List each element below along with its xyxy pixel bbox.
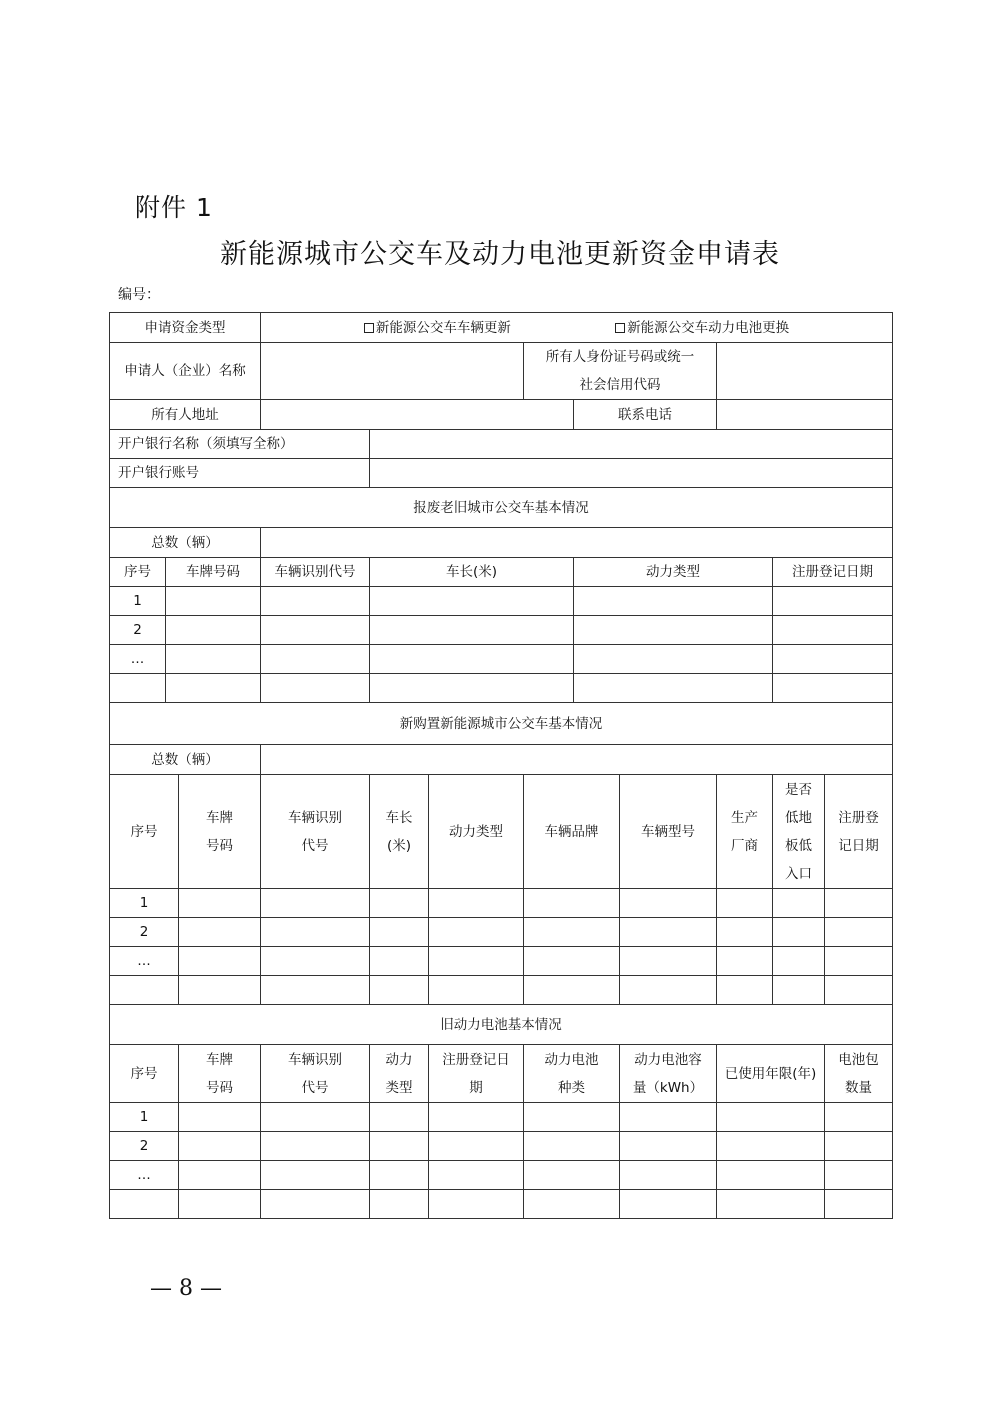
bank-account-label: 开户银行账号 — [110, 459, 370, 488]
table-cell[interactable] — [261, 1132, 370, 1161]
col-header: 注册登记日 期 — [429, 1045, 524, 1103]
table-cell[interactable] — [524, 1161, 620, 1190]
bank-account-row — [110, 459, 893, 488]
table-cell[interactable] — [620, 1190, 717, 1219]
option-vehicle-update[interactable] — [364, 314, 511, 342]
id-code-label: 所有人身份证号码或统一 社会信用代码 — [524, 343, 717, 400]
address-field[interactable] — [261, 400, 574, 430]
table-cell[interactable] — [179, 1190, 261, 1219]
table-cell[interactable] — [524, 1190, 620, 1219]
table-cell[interactable] — [825, 889, 893, 918]
table-cell[interactable] — [261, 889, 370, 918]
table-cell[interactable] — [717, 1190, 825, 1219]
col-header: 序号 — [110, 558, 166, 587]
table-cell[interactable] — [620, 976, 717, 1005]
table-cell[interactable] — [370, 947, 429, 976]
table-cell[interactable] — [825, 1161, 893, 1190]
table-cell[interactable] — [524, 976, 620, 1005]
scrapped-total-label: 总数（辆） — [110, 528, 261, 558]
table-cell[interactable] — [261, 1161, 370, 1190]
table-cell[interactable] — [620, 889, 717, 918]
col-header: 动力 类型 — [370, 1045, 429, 1103]
table-cell[interactable] — [773, 976, 825, 1005]
table-row — [110, 1161, 893, 1190]
table-cell[interactable] — [825, 1190, 893, 1219]
bank-name-row — [110, 430, 893, 459]
bank-account-field[interactable] — [370, 459, 893, 488]
table-cell[interactable] — [825, 1103, 893, 1132]
col-header: 是否 低地 板低 入口 — [773, 775, 825, 889]
col-header: 动力类型 — [429, 775, 524, 889]
serial-number-label: 编号： — [118, 287, 160, 303]
col-header: 注册登记日期 — [773, 558, 893, 587]
table-cell[interactable] — [717, 1161, 825, 1190]
table-row — [110, 1103, 893, 1132]
table-cell[interactable] — [773, 918, 825, 947]
col-header: 车牌 号码 — [179, 775, 261, 889]
new-bus-total-label: 总数（辆） — [110, 745, 261, 775]
table-cell[interactable] — [429, 1132, 524, 1161]
table-cell[interactable] — [429, 889, 524, 918]
table-cell[interactable] — [825, 918, 893, 947]
table-cell[interactable] — [620, 947, 717, 976]
new-bus-total-row — [110, 745, 893, 775]
table-cell[interactable] — [179, 889, 261, 918]
table-cell[interactable] — [261, 918, 370, 947]
table-cell[interactable] — [574, 645, 773, 674]
table-cell[interactable] — [429, 976, 524, 1005]
row-index: 1 — [110, 889, 179, 918]
table-cell[interactable] — [429, 1103, 524, 1132]
table-cell[interactable] — [179, 1161, 261, 1190]
table-cell[interactable] — [166, 587, 261, 616]
col-header: 已使用年限(年) — [717, 1045, 825, 1103]
table-cell[interactable] — [574, 616, 773, 645]
option-battery-replace[interactable] — [615, 314, 789, 342]
table-cell[interactable] — [370, 918, 429, 947]
table-row — [110, 645, 893, 674]
table-cell[interactable] — [179, 1132, 261, 1161]
table-cell[interactable] — [370, 674, 574, 703]
scrapped-total-field[interactable] — [261, 528, 893, 558]
table-cell[interactable] — [574, 674, 773, 703]
table-cell[interactable] — [524, 947, 620, 976]
col-header: 车辆型号 — [620, 775, 717, 889]
table-cell[interactable] — [370, 889, 429, 918]
new-bus-section-title: 新购置新能源城市公交车基本情况 — [110, 703, 893, 745]
fund-type-options — [261, 313, 893, 343]
table-cell[interactable] — [370, 976, 429, 1005]
table-row — [110, 616, 893, 645]
new-bus-total-field[interactable] — [261, 745, 893, 775]
table-cell[interactable] — [370, 1190, 429, 1219]
table-cell[interactable] — [261, 947, 370, 976]
applicant-name-field[interactable] — [261, 343, 524, 400]
table-cell[interactable] — [717, 1103, 825, 1132]
table-cell[interactable] — [717, 1132, 825, 1161]
bank-name-field[interactable] — [370, 430, 893, 459]
row-index: … — [110, 947, 179, 976]
row-index — [110, 1190, 179, 1219]
checkbox-icon[interactable] — [615, 323, 625, 333]
table-cell[interactable] — [574, 587, 773, 616]
col-header: 车牌号码 — [166, 558, 261, 587]
table-row — [110, 947, 893, 976]
table-cell[interactable] — [773, 947, 825, 976]
table-cell[interactable] — [620, 1161, 717, 1190]
table-cell[interactable] — [620, 1132, 717, 1161]
col-header: 车长(米) — [370, 558, 574, 587]
application-form-table — [109, 312, 893, 1219]
table-cell[interactable] — [429, 918, 524, 947]
col-header: 序号 — [110, 1045, 179, 1103]
option-vehicle-label: 新能源公交车车辆更新 — [375, 319, 511, 336]
battery-section-title: 旧动力电池基本情况 — [110, 1005, 893, 1045]
table-cell[interactable] — [370, 1161, 429, 1190]
table-cell[interactable] — [773, 587, 893, 616]
table-cell[interactable] — [261, 587, 370, 616]
table-cell[interactable] — [179, 1103, 261, 1132]
table-cell[interactable] — [261, 645, 370, 674]
phone-label: 联系电话 — [574, 400, 717, 430]
table-cell[interactable] — [717, 918, 773, 947]
col-header: 车辆品牌 — [524, 775, 620, 889]
table-cell[interactable] — [717, 947, 773, 976]
scrapped-section-title: 报废老旧城市公交车基本情况 — [110, 488, 893, 528]
battery-section-header — [110, 1005, 893, 1045]
table-row — [110, 674, 893, 703]
table-cell[interactable] — [825, 1132, 893, 1161]
bank-name-label: 开户银行名称（须填写全称） — [110, 430, 370, 459]
table-cell[interactable] — [370, 587, 574, 616]
col-header: 注册登 记日期 — [825, 775, 893, 889]
col-header: 车辆识别代号 — [261, 558, 370, 587]
scrapped-header-row — [110, 558, 893, 587]
checkbox-icon[interactable] — [364, 323, 374, 333]
address-label: 所有人地址 — [110, 400, 261, 430]
table-cell[interactable] — [166, 616, 261, 645]
col-header: 动力电池容 量（kWh） — [620, 1045, 717, 1103]
table-cell[interactable] — [179, 918, 261, 947]
table-cell[interactable] — [261, 616, 370, 645]
table-cell[interactable] — [166, 645, 261, 674]
row-index: … — [110, 645, 166, 674]
form-title: 新能源城市公交车及动力电池更新资金申请表 — [220, 239, 780, 270]
table-cell[interactable] — [773, 889, 825, 918]
new-bus-section-header — [110, 703, 893, 745]
attachment-label: 附件 1 — [135, 193, 213, 222]
row-index: 1 — [110, 587, 166, 616]
table-cell[interactable] — [179, 947, 261, 976]
table-cell[interactable] — [429, 1161, 524, 1190]
table-cell[interactable] — [429, 947, 524, 976]
table-cell[interactable] — [524, 1132, 620, 1161]
table-cell[interactable] — [524, 889, 620, 918]
col-header: 生产 厂商 — [717, 775, 773, 889]
table-cell[interactable] — [166, 674, 261, 703]
scrapped-section-header — [110, 488, 893, 528]
table-cell[interactable] — [261, 976, 370, 1005]
table-cell[interactable] — [773, 645, 893, 674]
table-cell[interactable] — [370, 1103, 429, 1132]
table-cell[interactable] — [370, 616, 574, 645]
table-row — [110, 918, 893, 947]
table-row — [110, 1190, 893, 1219]
table-cell[interactable] — [261, 1190, 370, 1219]
col-header: 车牌 号码 — [179, 1045, 261, 1103]
table-cell[interactable] — [620, 1103, 717, 1132]
applicant-row — [110, 343, 893, 400]
col-header: 动力类型 — [574, 558, 773, 587]
new-bus-header-row — [110, 775, 893, 889]
battery-header-row — [110, 1045, 893, 1103]
table-row — [110, 1132, 893, 1161]
scrapped-total-row — [110, 528, 893, 558]
col-header: 车辆识别 代号 — [261, 1045, 370, 1103]
table-row — [110, 889, 893, 918]
option-battery-label: 新能源公交车动力电池更换 — [627, 319, 790, 336]
id-code-field[interactable] — [717, 343, 893, 400]
row-index: 2 — [110, 918, 179, 947]
table-cell[interactable] — [620, 918, 717, 947]
table-cell[interactable] — [261, 1103, 370, 1132]
row-index: 1 — [110, 1103, 179, 1132]
table-cell[interactable] — [524, 918, 620, 947]
table-cell[interactable] — [261, 674, 370, 703]
table-cell[interactable] — [773, 674, 893, 703]
table-cell[interactable] — [370, 1132, 429, 1161]
table-row — [110, 976, 893, 1005]
table-cell[interactable] — [825, 947, 893, 976]
fund-type-label: 申请资金类型 — [110, 313, 261, 343]
address-row — [110, 400, 893, 430]
col-header: 车辆识别 代号 — [261, 775, 370, 889]
phone-field[interactable] — [717, 400, 893, 430]
table-cell[interactable] — [717, 889, 773, 918]
table-row — [110, 587, 893, 616]
applicant-name-label: 申请人（企业）名称 — [110, 343, 261, 400]
row-index: 2 — [110, 616, 166, 645]
page-number: — 8 — — [150, 1276, 222, 1301]
table-cell[interactable] — [717, 976, 773, 1005]
table-cell[interactable] — [524, 1103, 620, 1132]
row-index — [110, 674, 166, 703]
col-header: 序号 — [110, 775, 179, 889]
row-index — [110, 976, 179, 1005]
table-cell[interactable] — [825, 976, 893, 1005]
col-header: 动力电池 种类 — [524, 1045, 620, 1103]
table-cell[interactable] — [773, 616, 893, 645]
col-header: 车长 (米) — [370, 775, 429, 889]
table-cell[interactable] — [429, 1190, 524, 1219]
col-header: 电池包 数量 — [825, 1045, 893, 1103]
table-cell[interactable] — [179, 976, 261, 1005]
table-cell[interactable] — [370, 645, 574, 674]
row-index: 2 — [110, 1132, 179, 1161]
row-index: … — [110, 1161, 179, 1190]
fund-type-row — [110, 313, 893, 343]
